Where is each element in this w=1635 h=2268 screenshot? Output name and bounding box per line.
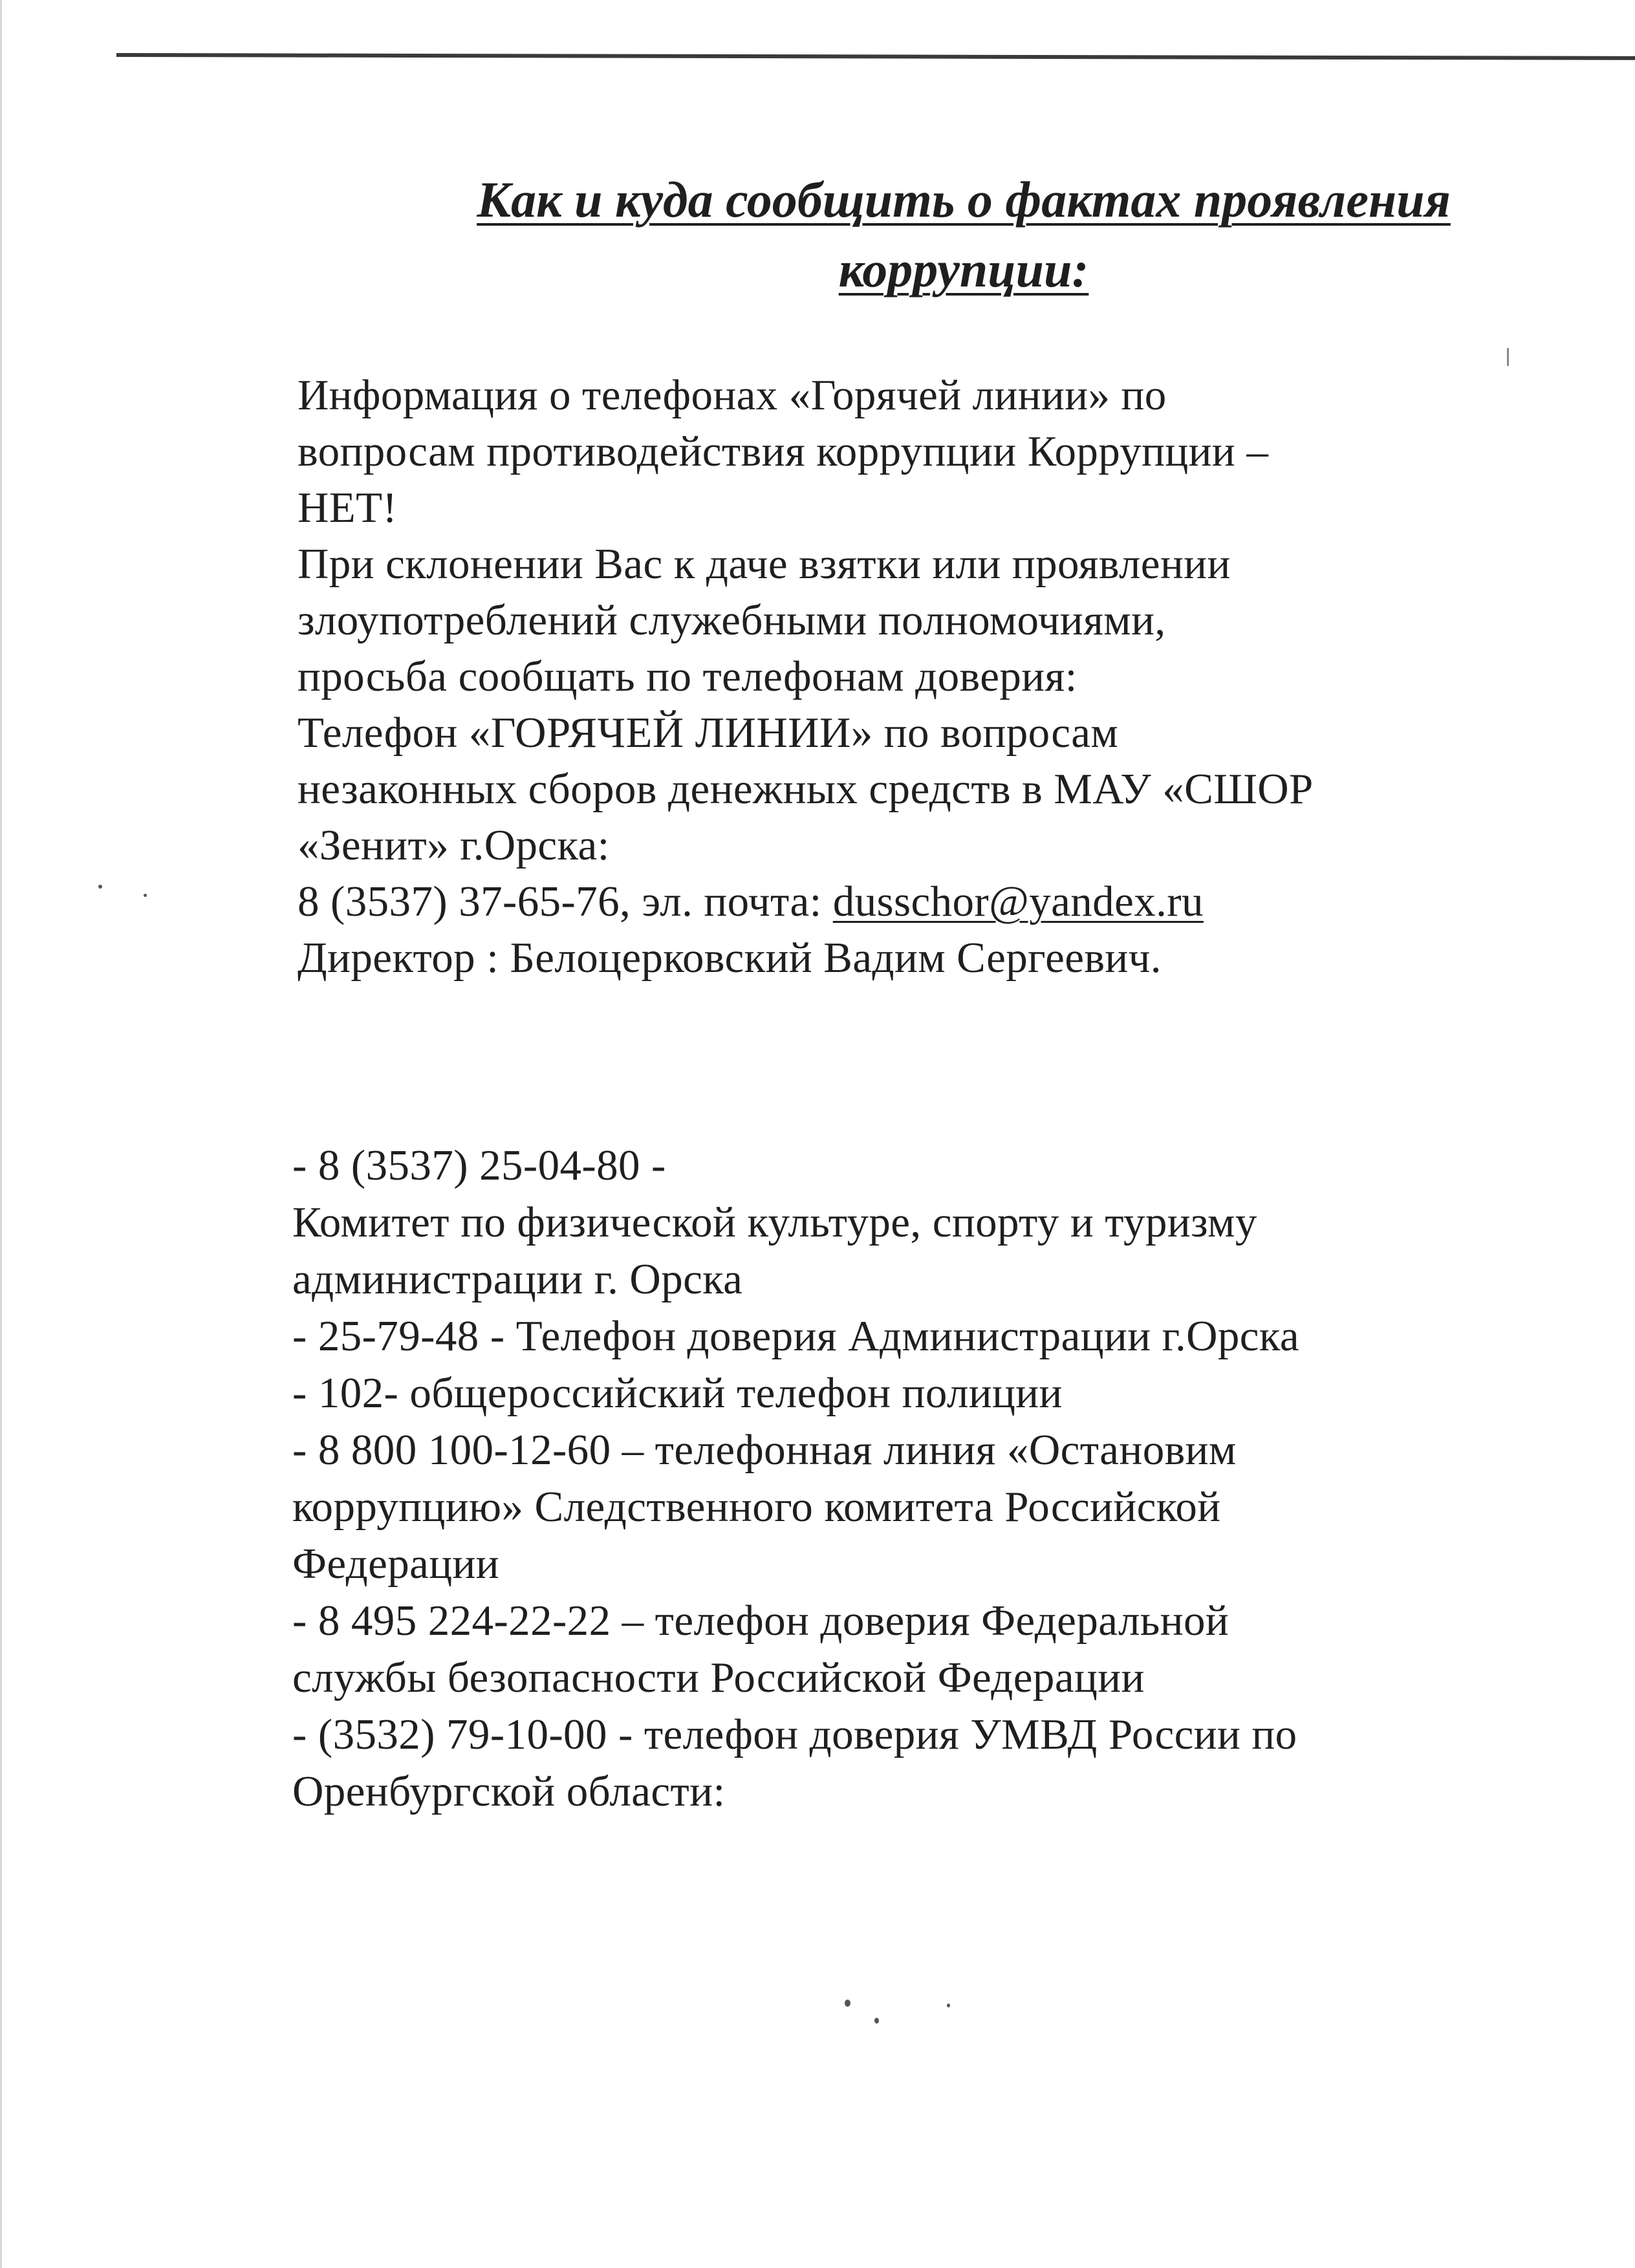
scan-edge bbox=[0, 0, 2, 2268]
scan-speck bbox=[845, 2000, 850, 2007]
intro-line: незаконных сборов денежных средств в МАУ «СШОР bbox=[298, 765, 1314, 813]
contact-line: - 8 495 224-22-22 – телефон доверия Федеральной bbox=[292, 1597, 1229, 1645]
contact-line: коррупцию» Следственного комитета Российской bbox=[292, 1483, 1221, 1531]
document-title bbox=[362, 165, 1565, 305]
contact-line: администрации г. Орска bbox=[292, 1255, 743, 1303]
intro-line: НЕТ! bbox=[298, 484, 398, 532]
contact-line: - 25-79-48 - Телефон доверия Администрации г.Орска bbox=[292, 1312, 1300, 1360]
scan-speck bbox=[1507, 348, 1509, 366]
title-line-2: коррупции: bbox=[838, 241, 1089, 297]
intro-line: Телефон «ГОРЯЧЕЙ ЛИНИИ» по вопросам bbox=[298, 709, 1119, 757]
email-link[interactable]: dusschor@yandex.ru bbox=[832, 878, 1204, 925]
title-line-1: Как и куда сообщить о фактах проявления bbox=[477, 171, 1451, 228]
contact-line: Оренбургской области: bbox=[292, 1767, 726, 1815]
phone-email-line bbox=[298, 874, 1578, 930]
intro-line: При склонении Вас к даче взятки или проявлении bbox=[298, 540, 1231, 588]
intro-line: злоупотреблений служебными полномочиями, bbox=[298, 596, 1166, 644]
intro-line: вопросам противодействия коррупции Коррупции – bbox=[298, 427, 1269, 475]
scan-speck bbox=[874, 2018, 879, 2024]
hotline-phone: 8 (3537) 37-65-76, эл. почта: bbox=[298, 878, 833, 925]
contact-line: Федерации bbox=[292, 1540, 500, 1588]
contact-line: - 8 (3537) 25-04-80 - bbox=[292, 1141, 666, 1189]
contacts-list bbox=[292, 1137, 1579, 1820]
contact-line: - (3532) 79-10-00 - телефон доверия УМВД России по bbox=[292, 1711, 1297, 1758]
contact-line: службы безопасности Российской Федерации bbox=[292, 1654, 1145, 1701]
intro-line: просьба сообщать по телефонам доверия: bbox=[298, 653, 1077, 700]
scan-speck bbox=[98, 885, 102, 889]
intro-block bbox=[298, 367, 1578, 986]
intro-line: «Зенит» г.Орска: bbox=[298, 821, 610, 869]
contact-line: - 102- общероссийский телефон полиции bbox=[292, 1369, 1063, 1417]
contact-line: - 8 800 100-12-60 – телефонная линия «Остановим bbox=[292, 1426, 1237, 1474]
scan-speck bbox=[947, 2003, 950, 2007]
director-line: Директор : Белоцерковский Вадим Сергеевич. bbox=[298, 934, 1162, 982]
intro-line: Информация о телефонах «Горячей линии» по bbox=[298, 371, 1167, 419]
contact-line: Комитет по физической культуре, спорту и туризму bbox=[292, 1198, 1257, 1246]
scan-speck bbox=[144, 894, 147, 897]
scan-top-rule bbox=[116, 53, 1635, 60]
